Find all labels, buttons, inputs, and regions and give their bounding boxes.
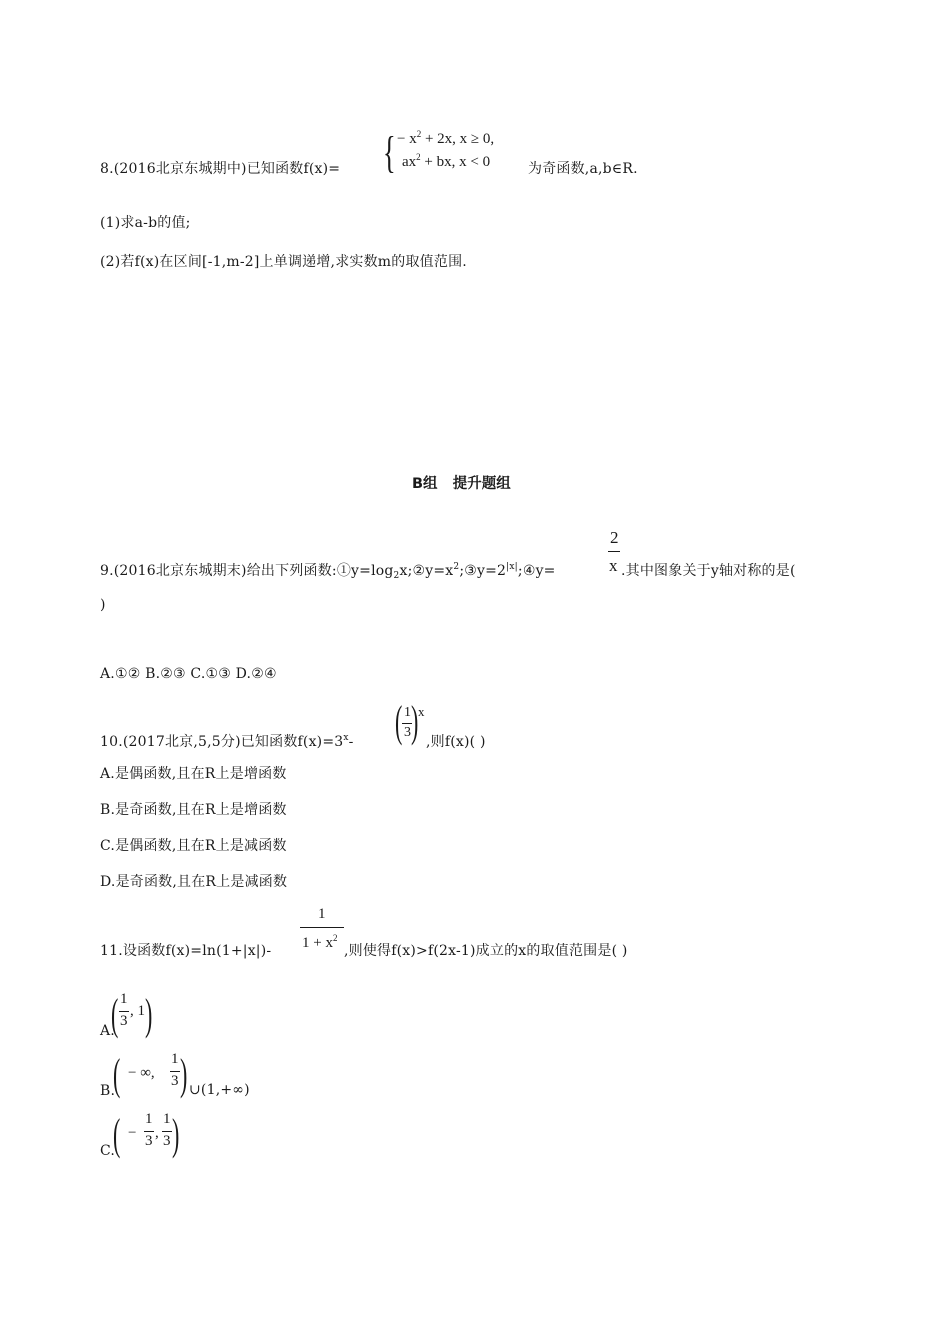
q11-frac-bar (300, 927, 344, 928)
q11-c-den-2: 3 (163, 1133, 171, 1149)
q11-option-c-label: C. (100, 1143, 116, 1159)
q9-options: A.①② B.②③ C.①③ D.②④ (100, 666, 277, 682)
q11-c-paren-right: ) (172, 1110, 180, 1159)
q11-stem: 11.设函数f(x)=ln(1+|x|)- (100, 943, 272, 959)
q8-prefix: 8.(2016北京东城期中)已知函数f(x)= (100, 161, 341, 177)
q11-a-bar (119, 1011, 129, 1012)
q11-c-den-1: 3 (145, 1133, 153, 1149)
q10-stem: 10.(2017北京,5,5分)已知函数$f(x)=3^x-$ (100, 733, 354, 750)
q9-frac-num: 2 (610, 528, 619, 547)
q11-a-tail: , 1 (130, 1003, 145, 1019)
section-label: B组 (412, 476, 438, 492)
q8-case-2: $ax^2$ + bx, x < 0 (402, 152, 491, 170)
q8-suffix: 为奇函数,a,b∈R. (528, 161, 638, 177)
q11-b-paren-right: ) (180, 1050, 188, 1099)
q9-close-paren: ) (100, 597, 106, 613)
q11-a-paren-left: ( (111, 990, 119, 1039)
q10-option-b: B.是奇函数,且在R上是增函数 (100, 802, 287, 818)
q11-b-tail: ∪(1,+∞) (189, 1082, 250, 1098)
q9-stem: 9.(2016北京东城期末)给出下列函数$:①y=\log_2x;②y=x^2;③y=2^{|x|};④y=$ (100, 562, 556, 581)
q11-frac-den: $1 + x^2$ (302, 933, 338, 951)
q11-a-num: 1 (120, 991, 128, 1007)
q11-option-a-label: A. (100, 1023, 115, 1039)
q11-option-b-label: B. (100, 1083, 116, 1099)
q11-frac-num: 1 (318, 906, 326, 922)
q10-frac-num: 1 (404, 705, 411, 720)
q11-c-bar-2 (162, 1131, 172, 1132)
q10-option-a: A.是偶函数,且在R上是增函数 (100, 766, 287, 782)
q11-b-head: − ∞, (128, 1065, 155, 1081)
q11-c-head: − (128, 1125, 137, 1141)
q11-a-paren-right: ) (145, 990, 153, 1039)
q11-c-bar-1 (144, 1131, 154, 1132)
q11-c-num-1: 1 (145, 1111, 153, 1127)
q10-paren-right: ) (411, 697, 419, 746)
q9-stem-end: .其中图象关于y轴对称的是( (621, 563, 796, 579)
section-heading (412, 472, 511, 493)
q11-stem-end: ,则使得f(x)>f(2x-1)成立的x的取值范围是( ) (344, 943, 628, 959)
section-title: 提升题组 (452, 476, 511, 492)
q9-frac-bar (608, 551, 620, 552)
q8-part-1: (1)求a-b的值; (100, 215, 191, 231)
q11-a-den: 3 (120, 1013, 128, 1029)
q11-c-num-2: 1 (163, 1111, 171, 1127)
q11-b-den: 3 (171, 1073, 179, 1089)
piecewise-brace: { (383, 128, 396, 177)
q8-part-2: (2)若f(x)在区间[-1,m-2]上单调递增,求实数m的取值范围. (100, 254, 467, 270)
q10-power: x (418, 704, 425, 719)
q10-option-c: C.是偶函数,且在R上是减函数 (100, 838, 287, 854)
q10-option-d: D.是奇函数,且在R上是减函数 (100, 874, 288, 890)
q11-b-num: 1 (171, 1051, 179, 1067)
q8-case-1: − $x^2 + 2x$, x ≥ 0, (397, 129, 495, 147)
q11-b-bar (170, 1071, 180, 1072)
q11-c-comma: , (155, 1125, 159, 1141)
q10-frac-den: 3 (404, 725, 411, 740)
q10-stem-end: ,则f(x)( ) (426, 734, 486, 750)
q9-frac-den: x (609, 556, 618, 575)
q11-b-paren-left: ( (113, 1050, 121, 1099)
q11-c-paren-left: ( (113, 1110, 121, 1159)
q10-paren-left: ( (395, 697, 403, 746)
